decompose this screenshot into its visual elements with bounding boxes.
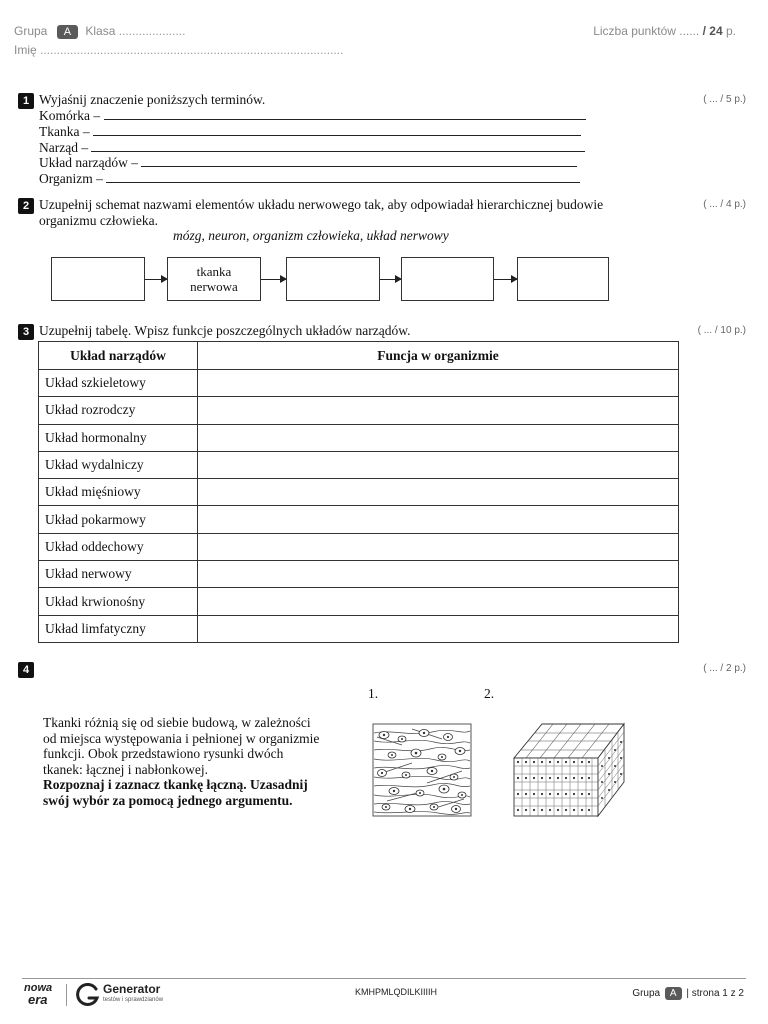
schema-box-1[interactable] [51,257,145,301]
schema-box-given [167,257,261,301]
term-row [39,124,581,140]
table-header-row [39,342,679,370]
table-cell: Układ pokarmowy [39,506,198,533]
table-row [39,370,679,397]
task-1-points: ( ... / 5 p.) [703,94,746,105]
answer-cell[interactable] [198,561,679,588]
epithelial-tissue-image[interactable] [512,720,628,820]
instruction-line: organizmu człowieka. [39,213,158,228]
organ-systems-table [38,341,679,643]
task-2-number: 2 [18,198,34,214]
term-row [39,155,577,171]
table-cell: Układ oddechowy [39,533,198,560]
table-cell: Układ krwionośny [39,588,198,615]
table-cell: Układ wydalniczy [39,451,198,478]
table-row [39,451,679,478]
logo-separator [66,984,67,1006]
text-line: od miejsca występowania i pełnionej w organizmie [43,730,320,746]
term-row [39,171,580,187]
text-line: funkcji. Obok przedstawiono rysunki dwóch [43,746,284,761]
task-3-instruction: Uzupełnij tabelę. Wpisz funkcje poszczególnych układów narządów. [39,323,411,338]
class-field[interactable]: .................... [118,24,186,38]
schema-arrow [494,279,517,280]
task-4-points: ( ... / 2 p.) [703,663,746,674]
points-sep: / [702,24,706,38]
word-bank: mózg, neuron, organizm człowieka, układ nerwowy [173,228,449,243]
group-badge: A [57,25,78,39]
term-row [39,108,586,124]
logo-text: nowa [24,982,53,994]
name-field[interactable]: ........................................................................................... [40,43,344,57]
class-label: Klasa [85,24,116,38]
footer-page-number: | strona 1 z 2 [686,988,744,999]
header-points [593,24,736,38]
table-cell: Układ nerwowy [39,561,198,588]
task-2-points: ( ... / 4 p.) [703,199,746,210]
table-row [39,397,679,424]
text-line-bold: swój wybór za pomocą jednego argumentu. [43,792,293,808]
test-code: KMHPMLQDILKIIIIH [355,987,438,997]
points-unit: p. [725,24,736,38]
task-4-number: 4 [18,662,34,678]
footer-divider [22,978,746,979]
task-4-text [43,715,353,808]
term-label: Układ narządów – [39,155,138,170]
header-group-line [14,24,185,39]
image-label-1: 1. [368,686,379,701]
table-row [39,424,679,451]
schema-box-5[interactable] [517,257,609,301]
points-label: Liczba punktów ...... [593,24,700,38]
table-row [39,533,679,560]
generator-logo [103,983,163,1004]
footer-group-label: Grupa [632,988,661,999]
schema-arrow [145,279,167,280]
task-2-instruction [39,197,603,229]
task-1-number: 1 [18,93,34,109]
table-cell: Układ hormonalny [39,424,198,451]
schema-arrow [380,279,401,280]
answer-cell[interactable] [198,397,679,424]
answer-cell[interactable] [198,506,679,533]
generator-subtitle: testów i sprawdzianów [103,997,164,1003]
table-header-cell: Układ narządów [39,342,198,370]
answer-cell[interactable] [198,451,679,478]
logo-text: era [28,992,48,1007]
task-3-points: ( ... / 10 p.) [697,325,746,336]
image-label-2: 2. [484,686,495,701]
generator-title: Generator [103,982,161,996]
table-header-cell: Funcja w organizmie [198,342,679,370]
answer-line[interactable] [93,124,581,136]
answer-cell[interactable] [198,533,679,560]
nowa-era-logo [24,983,52,1005]
table-row [39,615,679,642]
table-cell: Układ limfatyczny [39,615,198,642]
header-name-line [14,43,343,57]
task-3-number: 3 [18,324,34,340]
footer-group-badge: A [665,987,682,1000]
term-row [39,140,585,156]
table-cell: Układ mięśniowy [39,479,198,506]
text-line: Tkanki różnią się od siebie budową, w zależności [43,715,311,730]
table-row [39,506,679,533]
answer-line[interactable] [106,171,580,183]
given-box-line: tkanka [196,264,232,279]
answer-cell[interactable] [198,370,679,397]
answer-cell[interactable] [198,424,679,451]
connective-tissue-image[interactable] [372,723,472,817]
group-label: Grupa [14,24,48,38]
text-line-bold: Rozpoznaj i zaznacz tkankę łączną. Uzasadnij [43,777,308,792]
name-label: Imię [14,43,37,57]
schema-arrow [261,279,286,280]
task-1-instruction: Wyjaśnij znaczenie poniższych terminów. [39,92,266,107]
table-row [39,479,679,506]
answer-line[interactable] [91,140,585,152]
points-total: 24 [709,24,723,38]
term-label: Komórka – [39,108,101,123]
footer-page-info [632,987,744,1000]
answer-line[interactable] [104,108,586,120]
term-label: Tkanka – [39,124,90,139]
answer-cell[interactable] [198,588,679,615]
given-box-line: nerwowa [190,279,238,294]
table-row [39,561,679,588]
table-row [39,588,679,615]
generator-logo-icon [76,983,100,1007]
schema-box-4[interactable] [401,257,494,301]
answer-cell[interactable] [198,479,679,506]
table-cell: Układ rozrodczy [39,397,198,424]
answer-cell[interactable] [198,615,679,642]
table-cell: Układ szkieletowy [39,370,198,397]
answer-line[interactable] [141,155,577,167]
term-label: Narząd – [39,140,89,155]
schema-box-3[interactable] [286,257,380,301]
text-line: tkanek: łącznej i nabłonkowej. [43,761,208,777]
instruction-line: Uzupełnij schemat nazwami elementów układu nerwowego tak, aby odpowiadał hierarchicznej budowie [39,197,604,212]
term-label: Organizm – [39,171,103,186]
